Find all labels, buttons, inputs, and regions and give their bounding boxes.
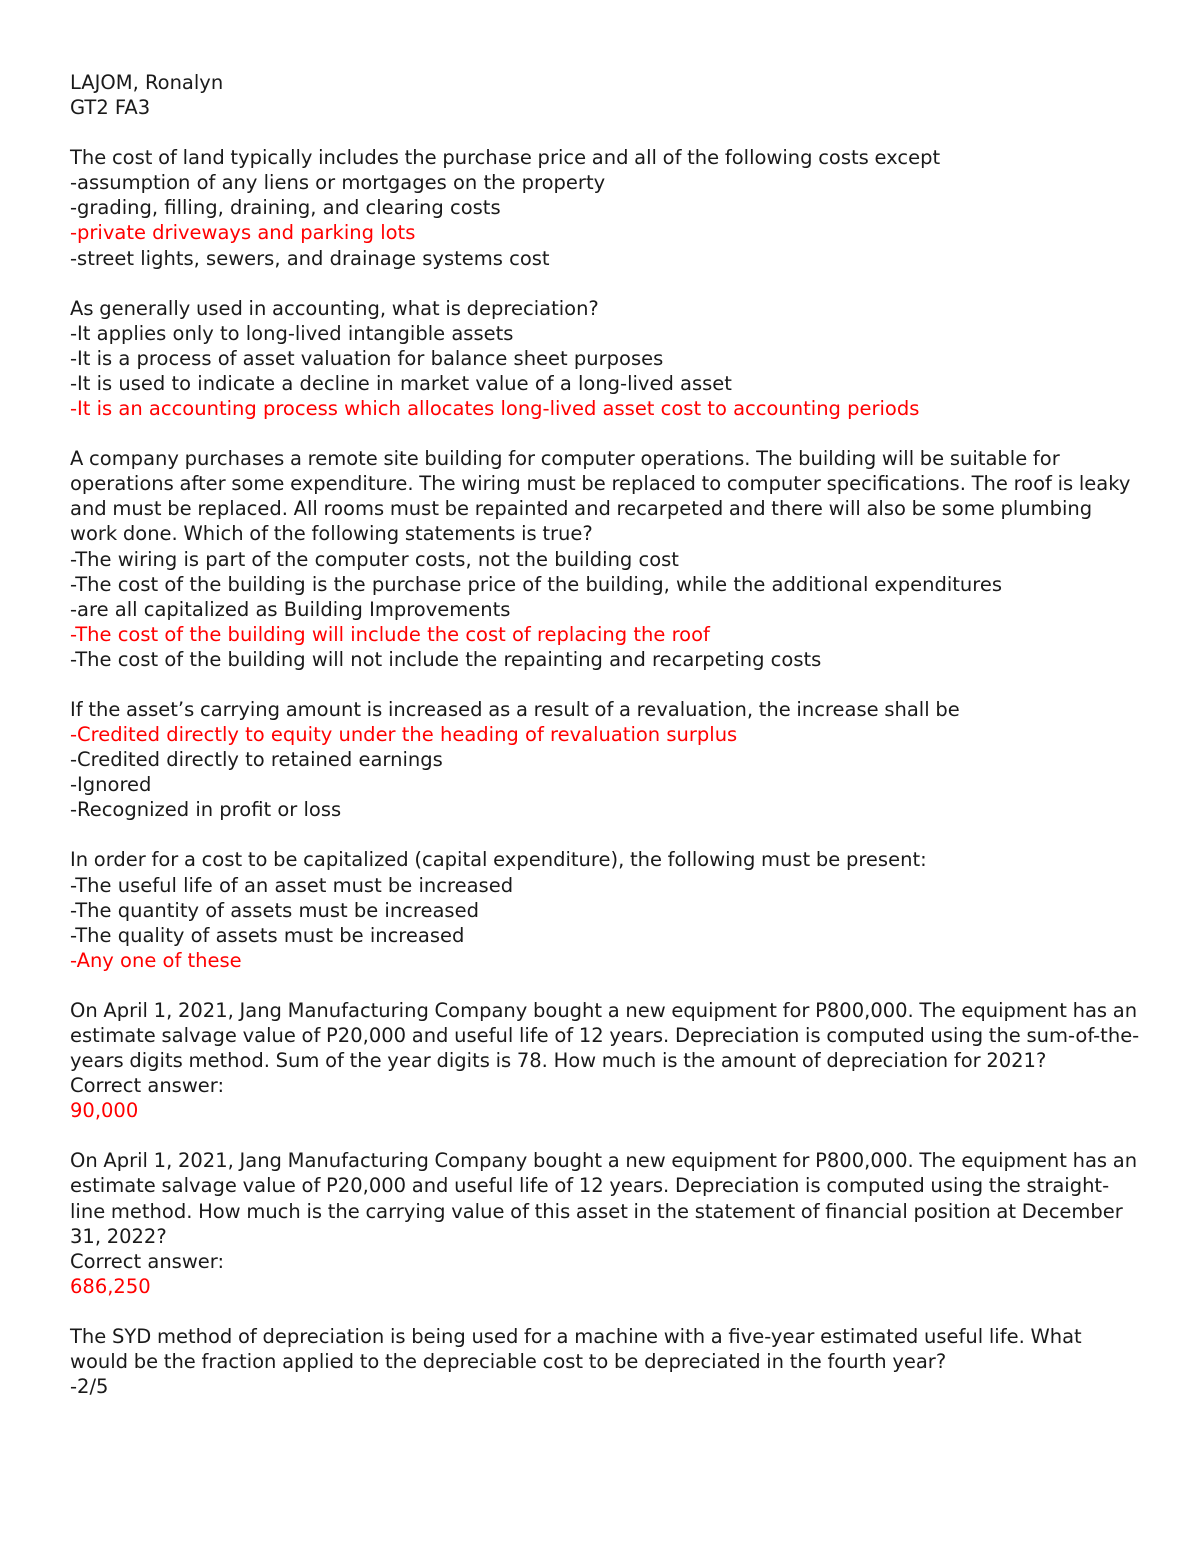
option: -street lights, sewers, and drainage systems cost (70, 246, 550, 270)
student-name: LAJOM, Ronalyn (70, 71, 224, 94)
question-text: On April 1, 2021, Jang Manufacturing Company bought a new equipment for P800,000. The equipment has an estimate salvage value of P20,000 and useful life of 12 years. Depreciation is computed using the sum-of-the-years digits method. Sum of the year digits is 78. How much is the amount of depreciation for 2021? (70, 998, 1140, 1073)
answer-label: Correct answer: (70, 1249, 225, 1273)
option: -Credited directly to retained earnings (70, 748, 443, 772)
question-text: The SYD method of depreciation is being used for a machine with a five-year estimated useful life. What would be the fraction applied to the depreciable cost to be depreciated in the fourth year? (70, 1324, 1082, 1374)
spacer (70, 421, 1140, 446)
option: -2/5 (70, 1375, 109, 1399)
question-block-7 (70, 1148, 1140, 1299)
option: -The cost of the building will not include the repainting and recarpeting costs (70, 647, 822, 671)
option: -The cost of the building is the purchase price of the building, while the additional expenditures (70, 572, 1003, 596)
question-block-4 (70, 697, 1140, 822)
option: -The useful life of an asset must be increased (70, 873, 514, 897)
spacer (70, 1299, 1140, 1324)
question-text: The cost of land typically includes the purchase price and all of the following costs except (70, 146, 941, 170)
spacer (70, 271, 1140, 296)
correct-option: -The cost of the building will include the cost of replacing the roof (70, 622, 710, 646)
option: -The quantity of assets must be increased (70, 898, 479, 922)
option: -The wiring is part of the computer costs, not the building cost (70, 547, 679, 571)
option: -The quality of assets must be increased (70, 923, 465, 947)
question-block-1 (70, 145, 1140, 270)
option: -assumption of any liens or mortgages on the property (70, 171, 606, 195)
option: -It is a process of asset valuation for balance sheet purposes (70, 346, 664, 370)
correct-option: -Credited directly to equity under the heading of revaluation surplus (70, 723, 738, 747)
option: -It applies only to long-lived intangible assets (70, 321, 514, 345)
question-block-3 (70, 446, 1140, 672)
correct-option: -Any one of these (70, 948, 242, 972)
question-text: As generally used in accounting, what is depreciation? (70, 296, 599, 320)
question-text: In order for a cost to be capitalized (capital expenditure), the following must be present: (70, 848, 927, 872)
option: -Ignored (70, 773, 152, 797)
answer-label: Correct answer: (70, 1074, 225, 1098)
section-code: GT2 FA3 (70, 96, 151, 120)
spacer (70, 672, 1140, 697)
correct-answer: 90,000 (70, 1099, 139, 1123)
spacer (70, 1123, 1140, 1148)
question-text: A company purchases a remote site building for computer operations. The building will be suitable for operations after some expenditure. The wiring must be replaced to computer specifications. The roof is leaky and must be replaced. All rooms must be repainted and recarpeted and there will also be some plumbing work done. Which of the following statements is true? (70, 447, 1131, 546)
option: -are all capitalized as Building Improvements (70, 597, 511, 621)
spacer (70, 973, 1140, 998)
question-text: On April 1, 2021, Jang Manufacturing Company bought a new equipment for P800,000. The equipment has an estimate salvage value of P20,000 and useful life of 12 years. Depreciation is computed using the straight-line method. How much is the carrying value of this asset in the statement of financial position at December 31, 2022? (70, 1149, 1138, 1248)
correct-option: -It is an accounting process which allocates long-lived asset cost to accounting periods (70, 397, 920, 421)
question-block-5 (70, 847, 1140, 972)
question-block-2 (70, 296, 1140, 421)
spacer (70, 120, 1140, 145)
document-page (70, 70, 1140, 1399)
question-block-8 (70, 1324, 1140, 1399)
question-block-6 (70, 998, 1140, 1123)
option: -grading, filling, draining, and clearing costs (70, 196, 501, 220)
option: -Recognized in profit or loss (70, 798, 342, 822)
option: -It is used to indicate a decline in market value of a long-lived asset (70, 371, 732, 395)
spacer (70, 822, 1140, 847)
correct-option: -private driveways and parking lots (70, 221, 416, 245)
question-text: If the asset’s carrying amount is increased as a result of a revaluation, the increase shall be (70, 697, 960, 721)
correct-answer: 686,250 (70, 1274, 151, 1298)
